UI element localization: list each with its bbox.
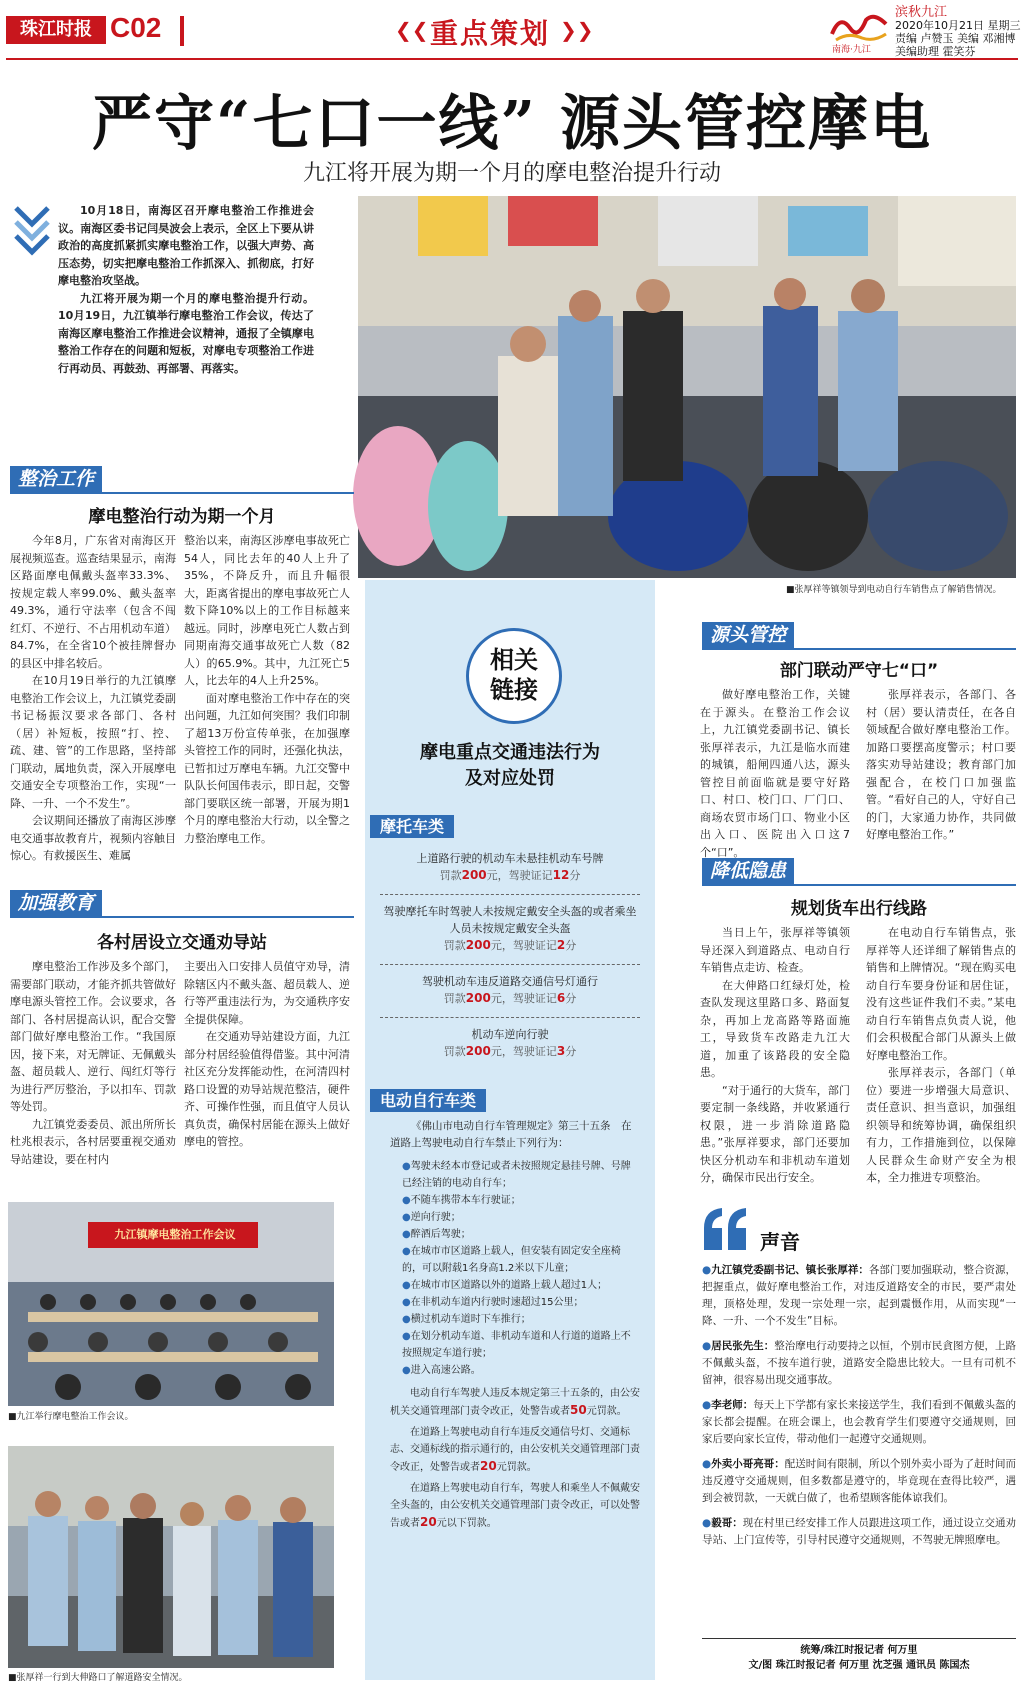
intro-text (58, 202, 314, 377)
chevron-down-icon (14, 206, 50, 256)
moto-violation-list (380, 846, 640, 1066)
section-column (10, 532, 176, 862)
penalty-fine: 200 (465, 991, 491, 1005)
ebike-item-text: 在非机动车道内行驶时速超过15公里； (410, 1297, 584, 1308)
section-tag (10, 888, 102, 915)
penalty-fine: 200 (461, 868, 487, 882)
violation-text: 驾驶机动车违反道路交通信号灯通行 (422, 975, 598, 988)
voice-speaker: 九江镇党委副书记、镇长张厚祥： (711, 1264, 869, 1276)
ebike-item (390, 1226, 640, 1243)
badge-line: 相关 (490, 645, 538, 674)
penalty-mid: 元，驾驶证记 (490, 939, 557, 952)
ebike-item (390, 1158, 640, 1192)
ebike-penalty-text: 元罚款。 (586, 1406, 627, 1417)
main-photo (358, 196, 1016, 578)
paragraph: “对于通行的大货车，部门要定制一条线路，并收紧通行权限，进一步消除道路隐患。”张厚祥要求，部门还要加快区分机动车和非机动车道划分，确保市民出行安全。 (700, 1083, 850, 1184)
section-tag (702, 620, 794, 647)
voice-speaker: 居民张先生： (711, 1340, 775, 1352)
paragraph: 整治以来，南海区涉摩电事故死亡54人，同比去年的40人上升了35%，不降反升，而且升幅很大，距离省提出的摩电事故死亡人数下降10%以上的工作目标越来越远。同时，涉摩电死亡人数占到同期南海交通事故死亡人数（82人）的65.9%。其中，九江死亡5人，比去年的4人上升25%。 (184, 534, 350, 687)
intro-paragraph: 10月18日，南海区召开摩电整治工作推进会议。南海区委书记闫昊波会上表示，全区上下要从讲政治的高度抓紧抓实摩电整治工作，以强大声势、高压态势，切实把摩电整治工作抓深入、抓彻底，打好摩电整治攻坚战。 (58, 204, 314, 287)
paragraph: 当日上午，张厚祥等镇领导还深入到道路点、电动自行车销售点走访、检查。 (700, 926, 850, 974)
byline (702, 1643, 1016, 1673)
penalty-points: 6 (556, 991, 566, 1005)
header-rule (6, 58, 1018, 60)
slogan: 滨秋九江 (895, 5, 948, 20)
bullet-icon: ● (402, 1212, 411, 1223)
section-tag (10, 464, 102, 491)
ebike-item-text: 不随车携带本车行驶证； (410, 1195, 521, 1206)
inspection-photo-caption: ■张厚祥一行到大伸路口了解道路安全情况。 (8, 1673, 188, 1683)
logo-caption: 南海·九江 (832, 45, 871, 55)
section-heading: 摩电整治行动为期一个月 (88, 507, 276, 527)
ebike-item-text: 驾驶未经本市登记或者未按照规定悬挂号牌、号牌已经注销的电动自行车； (402, 1161, 631, 1189)
penalty-points: 3 (556, 1044, 566, 1058)
ebike-penalty-text: 电动自行车驾驶人违反本规定第三十五条的，由公安机关交通管理部门责令改正，处警告或者 (390, 1388, 640, 1417)
chevron-left-icon: ❮❮ (395, 18, 429, 42)
violation-text: 机动车逆向行驶 (471, 1028, 549, 1041)
bullet-icon: ● (702, 1340, 712, 1352)
section-column (866, 686, 1016, 844)
bullet-icon: ● (702, 1399, 712, 1411)
voice-item (702, 1397, 1016, 1448)
violation-text: 上道路行驶的机动车未悬挂机动车号牌 (416, 852, 604, 865)
meeting-banner: 九江镇摩电整治工作会议 (114, 1228, 236, 1241)
section-title: 重点策划 (430, 17, 551, 50)
ebike-list (390, 1158, 640, 1379)
ebike-item (390, 1192, 640, 1209)
paragraph: 主要出入口安排人员值守劝导，清除辖区内不戴头盔、超员载人、逆行等严重违法行为，为交通秩序安全提供保障。 (184, 960, 350, 1026)
ebike-intro: 《佛山市电动自行车管理规定》第三十五条 在道路上驾驶电动自行车禁止下列行为： (390, 1120, 632, 1149)
section-heading: 规划货车出行线路 (791, 899, 927, 919)
byline-rule (702, 1638, 1016, 1639)
section-column (866, 924, 1016, 1184)
ebike-item-text: 进入高速公路。 (410, 1365, 481, 1376)
bullet-icon: ● (702, 1458, 712, 1470)
bullet-icon: ● (402, 1229, 411, 1240)
voices-list (702, 1262, 1016, 1549)
penalty-points: 2 (556, 938, 566, 952)
section-column (184, 532, 350, 845)
section-tag-label: 整治工作 (10, 466, 102, 492)
penalty-suffix: 分 (565, 1045, 577, 1058)
section-heading: 各村居设立交通劝导站 (97, 933, 267, 953)
badge-line: 链接 (490, 675, 538, 704)
section-column (10, 958, 176, 1166)
bullet-icon: ● (402, 1314, 411, 1325)
panel-tag (370, 814, 454, 837)
violation-item (380, 846, 640, 894)
related-badge (466, 628, 562, 724)
voice-item (702, 1338, 1016, 1389)
penalty-points: 12 (552, 868, 570, 882)
violation-penalty (380, 1043, 640, 1060)
section-tag-label: 降低隐患 (702, 858, 794, 884)
violation-item (380, 895, 640, 964)
panel-tag-label: 电动自行车类 (370, 1089, 486, 1112)
inspection-photo (8, 1446, 334, 1668)
section-heading: 部门联动严守七“口” (779, 661, 939, 681)
voice-speaker: 外卖小哥亮哥： (711, 1458, 785, 1470)
section-rule (702, 648, 1016, 650)
related-title-line: 及对应处罚 (465, 768, 555, 789)
ebike-rules (390, 1118, 640, 1674)
issue-date: 2020年10月21日 星期三 (895, 19, 1021, 32)
masthead-logo: 珠江时报 (6, 16, 106, 44)
paragraph: 摩电整治工作涉及多个部门，需要部门联动，才能齐抓共管做好摩电源头管控工作。会议要求，各部门、各村居提高认识，配合交警部门做好摩电整治工作。“我国原因，接下来，对无牌证、无佩戴头盔、超员载人、逆行、闯红灯等行为进行严厉整治，予以扣车、罚款等处罚。 (10, 960, 176, 1113)
paragraph: 在大伸路口红绿灯处，检查队发现这里路口多、路面复杂，再加上龙高路等路面施工，导致货车改路走九江大道，加重了该路段的安全隐患。 (700, 978, 850, 1079)
bullet-icon: ● (402, 1280, 411, 1291)
paragraph: 今年8月，广东省对南海区开展视频巡查。巡查结果显示，南海区路面摩电佩戴头盔率33.3%、按规定载人率99.0%、戴头盔率49.3%，通行守法率（包含不闯红灯、不逆行、不占用机动车道）84.7%，在全省10个被挂牌督办的县区中排名较后。 (10, 534, 176, 670)
penalty-prefix: 罚款 (443, 1045, 466, 1058)
byline-line: 文/图 珠江时报记者 何万里 沈芝强 通讯员 陈国杰 (748, 1660, 970, 1671)
section-tag (702, 856, 794, 883)
paragraph: 张厚祥表示，各部门（单位）要进一步增强大局意识、责任意识、担当意识，加强组织领导和统筹协调，确保组织有力，工作措施到位，以保障人民群众生命财产安全为根本，全力推进专项整治。 (866, 1066, 1016, 1184)
ebike-item (390, 1362, 640, 1379)
voice-item (702, 1456, 1016, 1507)
panel-tag-label: 摩托车类 (370, 815, 454, 838)
penalty-prefix: 罚款 (443, 992, 466, 1005)
ebike-penalty (390, 1385, 640, 1420)
penalty-suffix: 分 (565, 939, 577, 952)
ebike-item (390, 1243, 640, 1277)
voice-quote: 各部门要加强联动，整合资源，把握重点，做好摩电整治工作，对违反道路安全的市民，要严肃处理，顶格处理，发现一宗处理一宗，起到震慑作用，从而实现“一降、一升、一个不发生”目标。 (702, 1264, 1017, 1327)
bullet-icon: ● (402, 1161, 411, 1172)
paragraph: 在10月19日举行的九江镇摩电整治工作会议上，九江镇党委副书记杨振汉要求各部门、各村（居）补短板，按照“打、控、疏、建、管”的工作思路，坚持部门联动，属地负责，深入开展摩电交通安全专项整治工作，实现“一降、一升、一个不发生”。 (10, 674, 176, 810)
violation-item (380, 1018, 640, 1066)
main-photo-caption: ■张厚祥等镇领导到电动自行车销售点了解销售情况。 (786, 585, 1002, 595)
penalty-fine: 200 (465, 1044, 491, 1058)
violation-penalty (380, 937, 640, 954)
ebike-item-text: 在划分机动车道、非机动车道和人行道的道路上不按照规定车道行驶； (402, 1331, 631, 1359)
ebike-item-text: 醉酒后驾驶； (410, 1229, 471, 1240)
penalty-mid: 元，驾驶证记 (490, 1045, 557, 1058)
paragraph: 会议期间还播放了南海区涉摩电交通事故教育片，视频内容触目惊心。有救援医生、难属 (10, 814, 176, 862)
panel-tag (370, 1088, 486, 1111)
ebike-penalty-amount: 20 (480, 1459, 497, 1473)
assistant-credit: 美编助理 霍笑芬 (895, 45, 976, 58)
meeting-photo (8, 1202, 334, 1406)
voice-quote: 整治摩电行动要持之以恒，个别市民貪图方便，上路不佩戴头盔，不按车道行驶，道路安全隐患比较大。一旦有司机不留神，很容易出现交通事故。 (702, 1340, 1017, 1386)
ebike-penalty-amount: 50 (570, 1403, 587, 1417)
bullet-icon: ● (702, 1264, 712, 1276)
ebike-item (390, 1328, 640, 1362)
ebike-item-text: 横过机动车道时下车推行； (410, 1314, 531, 1325)
ebike-item-text: 在城市市区道路上载人，但安装有固定安全座椅的，可以附载1名身高1.2米以下儿童； (402, 1246, 621, 1274)
ebike-item (390, 1277, 640, 1294)
violation-penalty (380, 990, 640, 1007)
ebike-penalty (390, 1480, 640, 1532)
section-rule (10, 916, 354, 918)
voice-item (702, 1262, 1016, 1330)
violation-text: 驾驶摩托车时驾驶人未按规定戴安全头盔的或者乘坐人员未按规定戴安全头盔 (383, 905, 637, 935)
ebike-item (390, 1209, 640, 1226)
ebike-penalty-amount: 20 (420, 1515, 437, 1529)
section-rule (10, 492, 354, 494)
voice-speaker: 毅哥： (711, 1517, 743, 1529)
headline: 严守“七口一线” 源头管控摩电 (92, 89, 932, 159)
section-tag-label: 加强教育 (10, 890, 102, 916)
ebike-penalty-text: 在道路上驾驶电动自行车违反交通信号灯、交通标志、交通标线的指示通行的，由公安机关交通管理部门责令改正，处警告或者 (390, 1427, 640, 1473)
voice-quote: 每天上下学都有家长来接送学生，我们看到不佩戴头盔的家长都会提醒。在班会课上，也会教育学生们要遵守交通规则，回家后要向家长宣传，带动他们一起遵守交通规则。 (702, 1399, 1017, 1445)
byline-line: 统筹/珠江时报记者 何万里 (800, 1645, 918, 1656)
meeting-photo-caption: ■九江举行摩电整治工作会议。 (8, 1412, 134, 1422)
bullet-icon: ● (402, 1195, 411, 1206)
ebike-penalty-text: 元以下罚款。 (436, 1518, 497, 1529)
paragraph: 九江镇党委委员、派出所所长杜兆根表示，各村居要重视交通劝导站建设，要在村内 (10, 1117, 176, 1166)
violation-penalty (380, 867, 640, 884)
paragraph: 在交通劝导站建设方面，九江部分村居经验值得借鉴。其中河清社区充分发挥能动性，在河清四村路口设置的劝导站规范整洁，硬件齐、可操作性强，而且值守人员认真负责，确保村居能在源头上做好摩电的管控。 (184, 1030, 350, 1148)
intro-paragraph: 九江将开展为期一个月的摩电整治提升行动。10月19日，九江镇举行摩电整治工作会议，传达了南海区摩电整治工作推进会议精神，通报了全镇摩电整治工作存在的问题和短板，对摩电专项整治工作进行再动员、再鼓劲、再部署、再落实。 (58, 291, 314, 375)
ebike-penalty (390, 1424, 640, 1476)
penalty-prefix: 罚款 (443, 939, 466, 952)
paragraph: 张厚祥表示，各部门、各村（居）要认清责任，在各自领域配合做好摩电整治工作。加路口要摆高度警示；村口要落实劝导站建设；教育部门加强配合，在校门口加强监管。“看好自己的人，守好自己的门，大家通力协作，共同做好摩电整治工作。” (866, 688, 1016, 841)
ebike-item (390, 1311, 640, 1328)
penalty-suffix: 分 (565, 992, 577, 1005)
chevron-right-icon: ❯❯ (560, 18, 594, 42)
penalty-prefix: 罚款 (439, 869, 462, 882)
penalty-mid: 元，驾驶证记 (486, 869, 553, 882)
voices-title: 声音 (760, 1230, 800, 1254)
section-column (700, 686, 850, 861)
quote-icon (702, 1206, 750, 1250)
related-title (365, 740, 655, 792)
header-info (895, 6, 1023, 58)
bullet-icon: ● (402, 1246, 411, 1257)
ebike-item-text: 在城市市区道路以外的道路上载人超过1人； (410, 1280, 608, 1291)
subheadline: 九江将开展为期一个月的摩电整治提升行动 (302, 161, 721, 186)
ebike-item (390, 1294, 640, 1311)
section-tag-label: 源头管控 (702, 622, 794, 648)
paragraph: 做好摩电整治工作，关键在于源头。在整治工作会议上，九江镇党委副书记、镇长张厚祥表示，九江是临水而建的城镇，船闸四通八达，源头管控目前面临就是要守好路口、村口、校门口、厂门口、商场农贸市场门口、物业小区出入口、医院出入口这7个“口”。 (700, 688, 850, 859)
voice-quote: 配送时间有限制，所以个别外卖小哥为了赶时间而违反遵守交通规则，但多数都是遵守的，毕竟现在查得比较严，遇到会被罚款，一天就白做了，也希望顾客能体谅我们。 (702, 1458, 1017, 1504)
header-divider (180, 16, 184, 46)
ebike-penalty-text: 在道路上驾驶电动自行车，驾驶人和乘坐人不佩戴安全头盔的，由公安机关交通管理部门责令改正，可以处警告或者 (390, 1483, 640, 1529)
penalty-suffix: 分 (569, 869, 581, 882)
page-code: C02 (110, 12, 162, 43)
voice-quote: 现在村里已经安排工作人员跟进这项工作，通过设立交通劝导站、上门宣传等，引导村民遵守交通规则，不驾驶无牌照摩电。 (702, 1517, 1017, 1546)
section-column (700, 924, 850, 1184)
paragraph: 在电动自行车销售点，张厚祥等人还详细了解销售点的销售和上牌情况。“现在购买电动自行车要身份证和居住证，没有这些证件我们不卖。”某电动自行车销售点负责人说，他们会积极配合部门从源头上做好摩电整治工作。 (866, 926, 1016, 1062)
penalty-fine: 200 (465, 938, 491, 952)
section-rule (702, 884, 1016, 886)
paragraph: 面对摩电整治工作中存在的突出问题，九江如何突围？我们印制了超13万份宣传单张，在加强摩头管控工作的同时，还强化执法，已暂扣过万摩电车辆。九江交警中队队长何国伟表示，即日起，交警部门要联区统一部署，开展为期1个月的摩电整治大行动，以全警之力整治摩电工作。 (184, 691, 350, 845)
penalty-mid: 元，驾驶证记 (490, 992, 557, 1005)
bullet-icon: ● (402, 1331, 411, 1342)
bullet-icon: ● (702, 1517, 712, 1529)
violation-item (380, 965, 640, 1017)
related-title-line: 摩电重点交通违法行为 (420, 742, 600, 763)
voice-speaker: 李老师： (711, 1399, 754, 1411)
voice-item (702, 1515, 1016, 1549)
bullet-icon: ● (402, 1365, 411, 1376)
section-column (184, 958, 350, 1158)
ebike-penalty-text: 元罚款。 (496, 1462, 537, 1473)
ebike-item-text: 逆向行驶； (410, 1212, 461, 1223)
bullet-icon: ● (402, 1297, 411, 1308)
editor-credit: 责编 卢赞玉 美编 邓湘博 (895, 32, 1016, 45)
